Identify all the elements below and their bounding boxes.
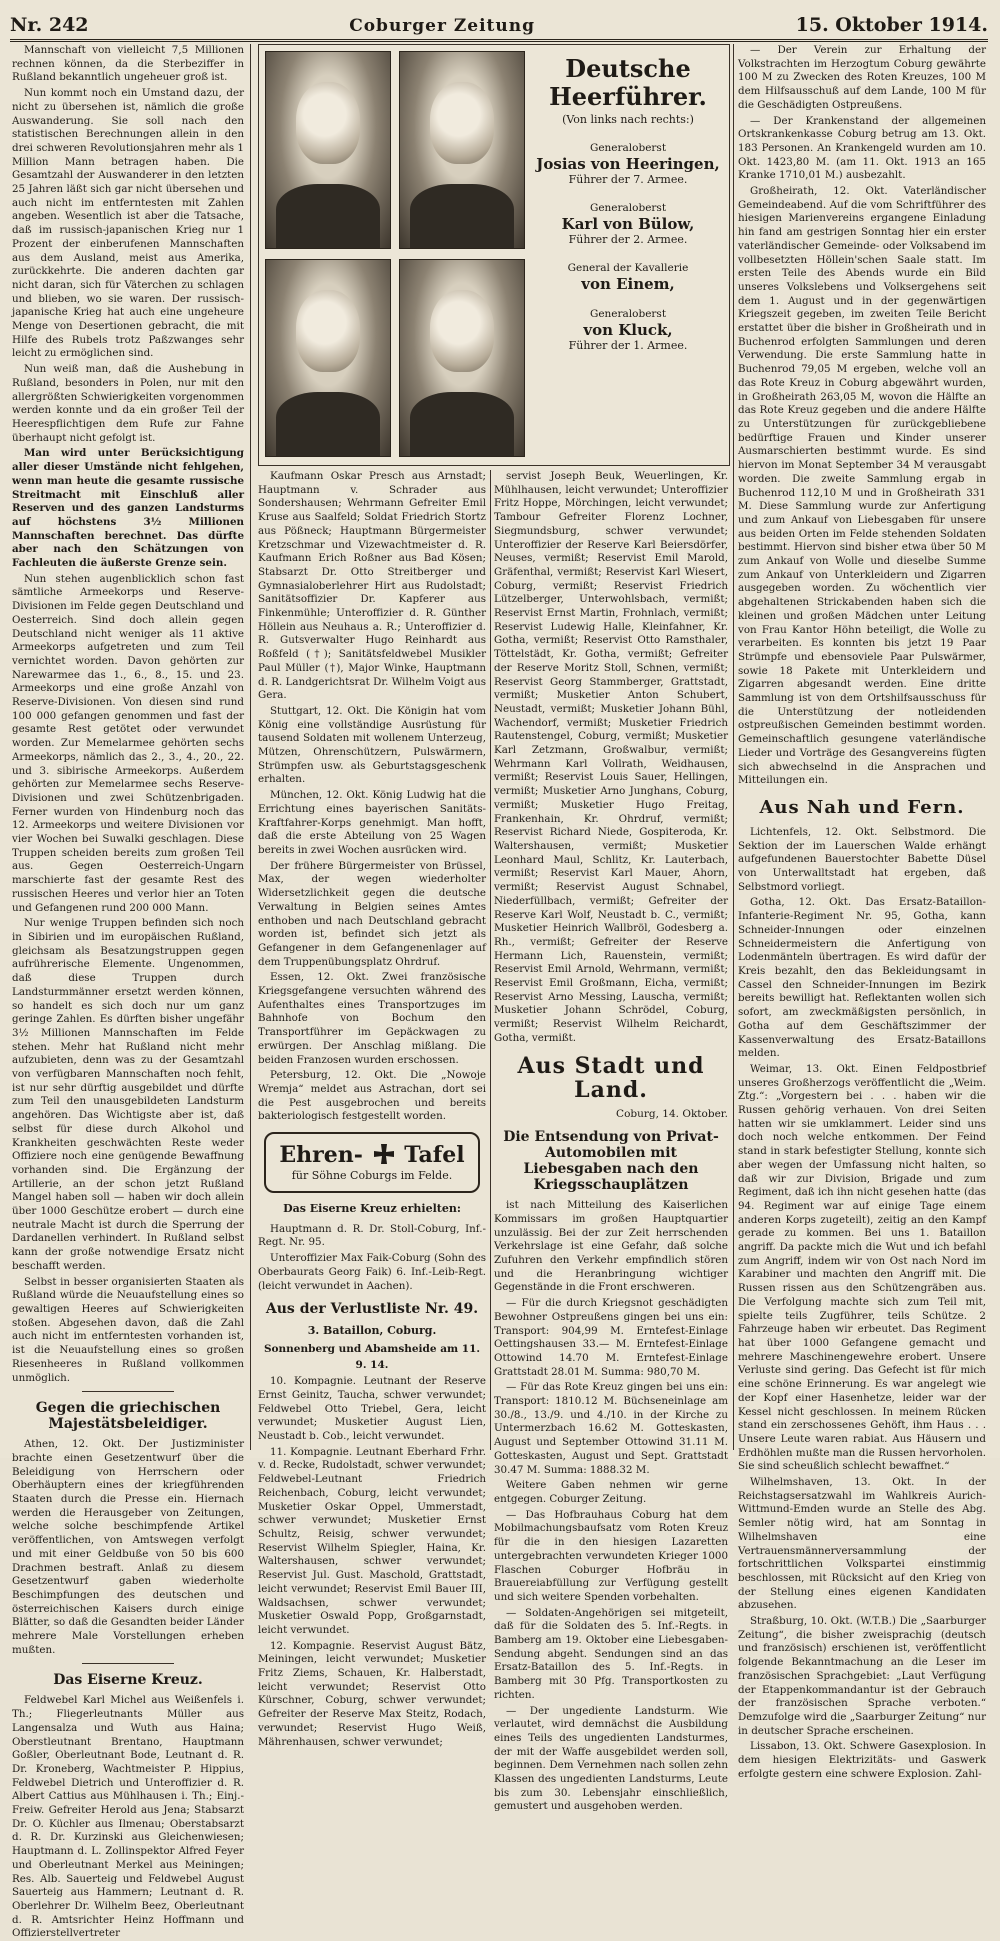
leader-name: Karl von Bülow, [561,215,695,233]
paragraph: Feldwebel Karl Michel aus Weißenfels i. Th.; Fliegerleutnants Müller aus Langensalza und Wuth aus Haina; Oberstleutnant Brentano, Hauptmann Goßler, Oberleutnant Bode, Leutnant d. R. Dr. Kroneberg, Wachtmeister P. Hippius, Feldwebel Dietrich und Unteroffizier d. R. Albert Cattius aus Mühlhausen i. Th.; Einj.-Freiw. Gefreiter Herold aus Jena; Stabsarzt Dr. O. Küchler aus Ilmenau; Oberstabsarzt d. R. Dr. Kurzinski aus Gleichenwiesen; Hauptmann d. L. Zollinspektor Alfred Feyer und Oberleutnant Merkel aus Meiningen; Res. Alb. Sauerteig und Feldwebel August Sauerteig aus Hammern; Leutnant d. R. Oberlehrer Dr. Wilhelm Beez, Oberleutnant d. R. Amtsrichter Heinz Hoffmann und Offizierstellvertreter [12,1694,244,1940]
portrait-photos [265,51,527,457]
headline: Aus Nah und Fern. [759,796,965,818]
paragraph: 10. Kompagnie. Leutnant der Reserve Ernst Geinitz, Taucha, schwer verwundet; Feldwebel Otto Triebel, Gera, leicht verwundet; Musketier August Lien, Neustadt b. Cob., leicht verwundet. [258,1375,486,1443]
honor-board [264,1132,480,1193]
column-1 [12,44,244,1940]
paragraph: 11. Kompagnie. Leutnant Eberhard Frhr. v. d. Recke, Rudolstadt, schwer verwundet; Feldwebel-Leutnant Friedrich Reichenbach, Coburg, leicht verwundet; Musketier Oskar Oppel, Ummerstadt, schwer verwundet; Musketier Ernst Schultz, Reisig, schwer verwundet; Reservist Wilhelm Spiegler, Haina, Kr. Waltershausen, schwer verwundet; Reservist Jul. Gust. Maschold, Grattstadt, leicht verwundet; Reservist Emil Bauer III, Waldsachsen, schwer verwundet; Musketier Oswald Popp, Großgarnstadt, leicht verwundet. [258,1445,486,1636]
portrait-title: Deutsche Heerführer. [549,54,707,111]
headline: Das Eiserne Kreuz. [53,1672,203,1689]
paragraph: — Der Krankenstand der allgemeinen Ortskrankenkasse Coburg betrug am 13. Okt. 183 Personen. An Krankengeld wurden am 10. Okt. 1423,80 M. (am 11. Okt. 1913 an 165 Kranke 1710,01 M.) ausbezahlt. [738,114,986,182]
honor-board-subtitle: für Söhne Coburgs im Felde. [291,1169,453,1183]
column-2 [258,470,486,1748]
headline: Aus der Verlustliste Nr. 49. [265,1301,479,1318]
column-rule [490,470,491,1450]
paragraph: Athen, 12. Okt. Der Justizminister brachte einen Gesetzentwurf über die Beleidigung von Herrschern oder Oberhäuptern eines der kriegführenden Staaten durch die Presse ein. Hiernach werden die Herausgeber von Zeitungen, welche solche beschimpfende Artikel veröffentlichen, von Amtswegen verfolgt und mit einer Geldbuße von 50 bis 600 Drachmen bestraft. Anlaß zu diesem Gesetzentwurf gaben wiederholte Beschimpfungen des deutschen und österreichischen Kaisers durch einige Blätter, so daß die Gesandten beider Länder mehrere Male Vorstellungen erheben mußten. [12,1438,244,1656]
paragraph: Weimar, 13. Okt. Einen Feldpostbrief unseres Großherzogs veröffentlicht die „Weim. Ztg.“: „Vorgestern bei . . . haben wir die Russen gehörig verhauen. Von drei Seiten hatten wir sie umklammert. Leider sind uns doch noch welche entkommen. Der Feind stand in stark befestigter Stellung, konnte sich aber wegen der Umfassung nicht halten, so daß wir zur Division, Brigade und zum Regiment, daß ich ihn nicht gesehen hatte (das 94. Regiment war auf einige Tage einem anderen Korps zugeteilt), zeitig an den Kampf gerade zu kommen. Bei uns 1. Bataillon angriff. Da packte mich die Wut und ich befahl zum Angriff, indem wir von Ost nach Nord im Karabiner und machten den Angriff mit. Die Russen rissen aus den Schützengräben aus. Die Verfolgung machte sich zum Teil mit, spielte teils Zugführer, teils Schütze. 2 Fahrzeuge haben wir erbeutet. Das Regiment hat über 1000 Gefangene gemacht und mehrere Maschinengewehre erobert. Unsere Verluste sind gering. Das Gefecht ist für mich eine schöne Erinnerung. Es war angelegt wie der Kopf einer Hasenhetze, leider war der Kessel nicht geschlossen. In meinem Rücken stand ein zerschossenes Gehöft, ihm Haus . . . Unsere Leute waren rabiat. Aus Häusern und Erdhöhlen mußte man die Russen hervorholen. Sie sind scheußlich schlecht bewaffnet.“ [738,1062,986,1473]
paragraph: Straßburg, 10. Okt. (W.T.B.) Die „Saarburger Zeitung“, die bisher zweisprachig (deutsch und französisch) erschienen ist, veröffentlicht folgende Bekanntmachung an die Leser im französischen Sprachgebiet: „Laut Verfügung der Etappenkommandantur ist der Gebrauch der französischen Sprache verboten.“ Demzufolge wird die „Saarburger Zeitung“ nur in deutscher Sprache erscheinen. [738,1615,986,1737]
paragraph: München, 12. Okt. König Ludwig hat die Errichtung eines bayerischen Sanitäts-Kraftfahrer-Korps genehmigt. Man hofft, daß die erste Abteilung von 25 Wagen bereits in zwei Wochen ausrücken wird. [258,789,486,856]
leader-role: Führer der 7. Armee. [568,173,688,186]
paragraph: Mannschaft von vielleicht 7,5 Millionen rechnen können, da die Sterbeziffer in Rußland bekanntlich ungeheuer groß ist. [12,44,244,84]
honor-board-title [272,1142,472,1169]
issue-date: 15. Oktober 1914. [795,14,988,36]
paragraph: — Das Hofbrauhaus Coburg hat dem Mobilmachungsbaufsatz vom Roten Kreuz für die in den hiesigen Lazaretten untergebrachten verwundeten Krieger 1000 Flaschen Coburger Hofbräu in Brauereiabfüllung zur Verfügung gestellt und sich weitere Spenden vorbehalten. [494,1508,728,1603]
leader-rank: Generaloberst [589,308,667,320]
newspaper-title: Coburger Zeitung [349,16,535,36]
paragraph: 12. Kompagnie. Reservist August Bätz, Meiningen, leicht verwundet; Musketier Fritz Ziems, Schauen, Kr. Halberstadt, leicht verwundet; Reservist Otto Kürschner, Coburg, schwer verwundet; Gefreiter der Reserve Max Steitz, Rodach, verwundet; Reservist Hugo Weiß, Mährenhausen, schwer verwundet; [258,1639,486,1748]
paragraph: — Der Verein zur Erhaltung der Volkstrachten im Herzogtum Coburg gewährte 100 M zu Zwecken des Roten Kreuzes, 100 M dem Hilfsausschuß auf dem Lande, 100 M für die Geschädigten Ostpreußens. [738,44,986,111]
paragraph: Hauptmann d. R. Dr. Stoll-Coburg, Inf.-Regt. Nr. 95. [258,1222,486,1249]
leaders-caption [535,55,721,353]
portrait-photo [399,51,525,249]
separator [82,1663,175,1664]
column-rule [250,44,251,1450]
subheading: 3. Bataillon, Coburg. [307,1324,437,1338]
dateline: Coburg, 14. Oktober. [616,1107,728,1120]
portrait-photo [265,51,391,249]
paragraph: Wilhelmshaven, 13. Okt. In der Reichstagsersatzwahl im Wahlkreis Aurich-Wittmund-Emden wurde an Stelle des Abg. Semler nötig wird, hat am Sonntag in Wilhelmshaven eine Vertrauensmännerversammlung der fortschrittlichen Volkspartei einstimmig beschlossen, mit Rücksicht auf den Krieg von der Stellung eines eigenen Kandidaten abzusehen. [738,1476,986,1612]
paragraph: Unteroffizier Max Faik-Coburg (Sohn des Oberbaurats Georg Faik) 6. Inf.-Leib-Regt. (leicht verwundet in Aachen). [258,1252,486,1292]
honor-intro: Das Eiserne Kreuz erhielten: [283,1201,461,1215]
paragraph: Selbst in besser organisierten Staaten als Rußland würde die Neuaufstellung eines so gewaltigen Heeres auf Schwierigkeiten stoßen. Abgesehen davon, daß die Zahl auch nicht im entferntesten vorhanden ist, ist die Neuaufstellung eines so großen Riesenheeres in Rußland vollkommen unmöglich. [12,1275,244,1384]
paragraph: Man wird unter Berücksichtigung aller dieser Umstände nicht fehlgehen, wenn man heute die gesamte russische Streitmacht mit Einschluß aller Reserven und des ganzen Landsturms auf höchstens 3½ Millionen Mannschaften berechnet. Das dürfte aber nach den Schätzungen von Fachleuten die äußerste Grenze sein. [12,447,244,570]
leader-rank: General der Kavallerie [567,262,689,274]
issue-number: Nr. 242 [10,14,89,36]
paragraph: Essen, 12. Okt. Zwei französische Kriegsgefangene versuchten während des Aufenthaltes eines Transportzuges im Bahnhofe von Bochum den Transportführer im Gepäckwagen zu erwürgen. Der Anschlag mißlang. Die beiden Franzosen wurden erschossen. [258,971,486,1066]
paragraph: — Für das Rote Kreuz gingen bei uns ein: Transport: 1810.12 M. Büchseneinlage am 30./8., 13./9. und 4./10. in der Kirche zu Untermerzbach 16.62 M. Gotteskasten, August und September Ottowind 31.11 M. Gotteskasten, August und Sept. Grattstadt 30.47 M. Summa: 1888.32 M. [494,1381,728,1476]
honor-board-title-right: Tafel [404,1142,465,1169]
paragraph: servist Joseph Beuk, Weuerlingen, Kr. Mühlhausen, leicht verwundet; Unteroffizier Fritz Hoppe, Mörchingen, leicht verwundet; Tambour Gefreiter Florenz Lochner, Siegmundsburg, schwer verwundet; Unteroffizier der Reserve Karl Beiersdörfer, Neuses, vermißt; Reservist Emil Marold, Gräfenthal, vermißt; Reservist Karl Wiesert, Coburg, vermißt; Reservist Friedrich Lützelberger, Unterwohlsbach, vermißt; Reservist Ernst Martin, Frohnlach, vermißt; Reservist Ludewig Halle, Kleinfahner, Kr. Gotha, vermißt; Reservist Otto Ramsthaler, Töttelstädt, Kr. Gotha, vermißt; Gefreiter der Reserve Moritz Stoll, Schnen, vermißt; Reservist Georg Stammberger, Grattstadt, vermißt; Musketier Anton Schubert, Neustadt, vermißt; Musketier Johann Bühl, Wachendorf, vermißt; Musketier Friedrich Rautenstengel, Coburg, vermißt; Musketier Karl Zetzmann, Großwalbur, vermißt; Wehrmann Karl Vollrath, Weidhausen, vermißt; Reservist Louis Sauer, Hellingen, vermißt; Musketier Arno Junghans, Coburg, vermißt; Musketier Hugo Freitag, Frankenhain, Kr. Ohrdruf, vermißt; Reservist Richard Niede, Gospiteroda, Kr. Waltershausen, vermißt; Musketier Leonhard Maul, Schlitz, Kr. Lauterbach, vermißt; Reservist Karl Mauer, Ahorn, vermißt; Reservist August Schnabel, Niederfüllbach, vermißt; Gefreiter der Reserve Karl Wolf, Neustadt b. C., vermißt; Musketier Heinrich Wallbröl, Godesberg a. Rh., vermißt; Gefreiter der Reserve Hermann Lich, Rauenstein, vermißt; Reservist Emil Arnold, Wehrmann, vermißt; Reservist Emil Großmann, Eicha, vermißt; Reservist Arno Messing, Lauscha, vermißt; Musketier Johann Schrödel, Coburg, vermißt; Reservist Wilhelm Reichardt, Gotha, vermißt. [494,470,728,1044]
paragraph: Nun kommt noch ein Umstand dazu, der nicht zu übersehen ist, nämlich die große Auswanderung. Sie soll nach den statistischen Berechnungen allein in den drei schweren Revolutionsjahren mehr als 1 Million Mann betragen haben. Die Gesamtzahl der Auswanderer in den letzten 25 Jahren läßt sich gar nicht übersehen und auch nicht im entferntesten mit Zahlen angeben. Wesentlich ist aber die Tatsache, daß im russisch-japanischen Krieg nur 1 Prozent der einberufenen Mannschaften aus dem Ausland, meist aus Amerika, zurückkehrte. Die anderen dachten gar nicht daran, sich für Väterchen zu schlagen und blieben, wo sie waren. Der russisch-japanische Krieg hat auch eine ungeheure Menge von Desertionen gebracht, die mit Hilfe des Rubels trotz Paßzwanges sehr leicht zu ermöglichen sind. [12,87,244,360]
separator [82,1391,175,1392]
portrait-photo [399,259,525,457]
paragraph: Gotha, 12. Okt. Das Ersatz-Bataillon-Infanterie-Regiment Nr. 95, Gotha, kann Schneider-Innungen oder einzelnen Schneidermeistern die Anfertigung von Lodenmänteln übertragen. Es wird dafür der Kreis bezahlt, den das Bekleidungsamt in Cassel den Schneider-Innungen im Bezirk bereits bewilligt hat. Reflektanten wollen sich sofort, am zweckmäßigsten persönlich, in Gotha auf dem Geschäftszimmer der Kassenverwaltung des Ersatz-Bataillons melden. [738,896,986,1060]
paragraph: Petersburg, 12. Okt. Die „Nowoje Wremja“ meldet aus Astrachan, dort sei die Pest ausgebrochen und bereits bakteriologisch festgestellt worden. [258,1069,486,1123]
paragraph: — Soldaten-Angehörigen sei mitgeteilt, daß für die Soldaten des 5. Inf.-Regts. in Bamberg am 19. Oktober eine Liebesgaben-Sendung abgeht. Sendungen sind an das Ersatz-Bataillon des 5. Inf.-Regts. in Bamberg mit 30 Pfg. Transportkosten zu richten. [494,1606,728,1701]
headline: Aus Stadt und Land. [517,1052,705,1103]
headline: Gegen die griechischen Majestätsbeleidiger. [35,1400,221,1433]
leader-name: Josias von Heeringen, [536,155,720,173]
paragraph: Nun weiß man, daß die Aushebung in Rußland, besonders in Polen, nur mit den allergrößten Schwierigkeiten vorgenommen werden konnte und da ein großer Teil der Heerespflichtigen dem Rufe zur Fahne überhaupt nicht gefolgt ist. [12,363,244,444]
paragraph: Der frühere Bürgermeister von Brüssel, Max, der wegen wiederholter Widersetzlichkeit gegen die deutsche Verwaltung in Belgien seines Amtes enthoben und nach Deutschland gebracht worden ist, befindet sich jetzt als Gefangener in dem Gefangenenlager auf dem Truppenübungsplatz Ohrdruf. [258,859,486,968]
portrait-panel [258,44,730,466]
iron-cross-icon [371,1143,397,1169]
leader-name: von Einem, [581,275,675,293]
paragraph: Kaufmann Oskar Presch aus Arnstadt; Hauptmann v. Schrader aus Sondershausen; Wehrmann Gefreiter Emil Kruse aus Saalfeld; Soldat Friedrich Stortz aus Pößneck; Hauptmann Bürgermeister Kretzschmar und Vizewachtmeister d. R. Kaufmann Erich Roßner aus Bad Kösen; Stabsarzt Dr. Otto Streitberger und Gymnasialoberlehrer Hirt aus Rudolstadt; Sanitätsoffizier Dr. Kapferer aus Finkenmühle; Unteroffizier d. R. Günther Höllein aus Neuhaus a. R.; Unteroffizier d. R. Gutsverwalter Hugo Reinhardt aus Roßfeld (†); Sanitätsfeldwebel Musikler Paul Müller (†), Major Winke, Hauptmann d. R. Landgerichtsrat Dr. Wilhelm Voigt aus Gera. [258,470,486,702]
leader-role: Führer der 2. Armee. [568,233,688,246]
leader-name: von Kluck, [583,321,673,339]
portrait-photo [265,259,391,457]
paragraph: ist nach Mitteilung des Kaiserlichen Kommissars im großen Hauptquartier unzulässig. Bei der zur Zeit herrschenden Verkehrslage ist eine Gefahr, daß solche Zufuhren den Verkehr empfindlich stören und die Heranbringung wichtiger Gegenstände in die Front erschweren. [494,1199,728,1294]
paragraph: Lichtenfels, 12. Okt. Selbstmord. Die Sektion der im Lauerschen Walde erhängt aufgefundenen Bauerstochter Babette Düsel von Unterwalltstadt hat ergeben, daß Selbstmord vorliegt. [738,825,986,893]
paragraph: Weitere Gaben nehmen wir gerne entgegen. Coburger Zeitung. [494,1479,728,1505]
paragraph: — Der ungediente Landsturm. Wie verlautet, wird demnächst die Ausbildung eines Teils des ungedienten Landsturmes, der mit der Waffe ausgebildet werden soll, beginnen. Dem Vernehmen nach sollen zehn Klassen des ungedienten Landsturms, Leute bis zum 30. Lebensjahr einschließlich, gemustert und ausgehoben werden. [494,1704,728,1813]
paragraph: Nun stehen augenblicklich schon fast sämtliche Armeekorps und Reserve-Divisionen im Felde gegen Deutschland und Oesterreich. Sind doch allein gegen Deutschland nicht weniger als 11 aktive Armeekorps aufgetreten und zum Teil vernichtet worden. Davon gehörten zur Narewarmee das 1., 6., 8., 15. und 23. Armeekorps und eine große Anzahl von Reserve-Divisionen. Von diesen sind rund 100 000 gefangen genommen und fast der gesamte Rest getötet oder verwundet worden. Zur Memelarmee gehörten sechs Armeekorps, nämlich das 2., 3., 4., 20., 22. und 3. sibirische Armeekorps. Außerdem gehörten zur Memelarmee sechs Reserve-Divisionen und zwei Schützenbrigaden. Ferner wurden von Hindenburg noch das 12. Armeekorps und weitere Divisionen vor vier Wochen bei Suwalki geschlagen. Diese Truppen scheiden bereits zum großen Teil aus. Gegen Oesterreich-Ungarn marschierte fast der gesamte Rest des russischen Heeres und verlor hier an Toten und Gefangenen rund 200 000 Mann. [12,572,244,914]
subheading: Sonnenberg und Abamsheide am 11. 9. 14. [263,1343,481,1372]
paragraph: Stuttgart, 12. Okt. Die Königin hat vom König eine vollständige Ausrüstung für tausend Soldaten mit wollenem Unterzeug, Mützen, Ohrenschützern, Pulswärmern, Strümpfen usw. als Geburtstagsgeschenk erhalten. [258,704,486,786]
honor-board-title-left: Ehren- [279,1142,363,1169]
column-4 [738,44,986,1780]
paragraph: Lissabon, 13. Okt. Schwere Gasexplosion. In dem hiesigen Elektrizitäts- und Gaswerk erfolgte gestern eine schwere Explosion. Zahl- [738,1740,986,1780]
column-3 [494,470,728,1813]
masthead [10,6,988,42]
subheading: Die Entsendung von Privat-Automobilen mit Liebesgaben nach den Kriegsschauplätzen [503,1129,719,1194]
leader-rank: Generaloberst [589,202,667,214]
paragraph: — Für die durch Kriegsnot geschädigten Bewohner Ostpreußens gingen bei uns ein: Transport: 904,99 M. Erntefest-Einlage Oettingshausen 33.— M. Erntefest-Einlage Ottowind 14.70 M. Erntefest-Einlage Grattstadt 28.01 M. Summa: 980,70 M. [494,1297,728,1378]
paragraph: Großheirath, 12. Okt. Vaterländischer Gemeindeabend. Auf die vom Schriftführer des hiesigen Marienvereins ergangene Einladung hin fand am gestrigen Sonntag hier ein erster vaterländischer Gemeinde- oder Volksabend im vollbesetzten Höllein'schen Saale statt. Im ersten Teile des Abends wurde ein Bild unseres Volkslebens und Volksergehens seit dem 1. August und in der gegenwärtigen Kriegszeit gegeben, im zweiten Teile Bericht erstattet über die bisher in Großheirath und in Buchenrod erfolgten Sammlungen und deren Verwendung. Die erste Sammlung hatte in Buchenrod 79,05 M ergeben, welche voll an das Rote Kreuz in Coburg abgewährt wurden, in Großheirath 263,05 M, wovon die Hälfte an das Rote Kreuz gegeben und die andere Hälfte zu Unterstützungen für zurückgebliebene bedürftige Frauen und Kinder unserer Ausmarschierten bestimmt wurde. Es sind hiervon im Monat September 34 M verausgabt worden. Die zweite Sammlung ergab in Buchenrod 112,10 M und in Großheirath 331 M. Diese Sammlung wurde zur Anfertigung und zum Ankauf von Liebesgaben für unsere aus beiden Orten im Felde stehenden Soldaten bestimmt. Hiervon sind bisher etwa über 50 M zum Ankauf von Wolle und dieselbe Summe zum Ankauf von Unterkleidern und Zigarren ausgegeben worden. Zu wöchentlich vier abgehaltenen Strickabenden haben sich die kleinen und großen Mädchen unter Leitung von Frau Kantor Höhn beteiligt, die Wolle zu verarbeiten. Es konnten bis jetzt 19 Paar Strümpfe und ebensoviele Paar Pulswärmer, sowie 18 Pakete mit Unterkleidern und Zigarren abgesandt werden. Eine dritte Sammlung ist von dem Ortshilfsausschuss für die Unterstützung der notleidenden ostpreußischen Gemeinden bestimmt worden. Gemeinschaftlich gesungene vaterländische Lieder und Vorträge des Gesangvereins fügten sich abwechselnd in die Ansprachen und Mitteilungen ein. [738,185,986,787]
leader-role: Führer der 1. Armee. [568,339,688,352]
paragraph: Nur wenige Truppen befinden sich noch in Sibirien und im europäischen Rußland, gleichsam als Besatzungstruppen gegen aufrührerische Elemente. Ungenommen, daß diese Truppen durch Landsturmmänner ersetzt werden können, so handelt es sich doch nur um ganz geringe Zahlen. Es dürften bisher ungefähr 3½ Millionen Mannschaften im Felde stehen. Mehr hat Rußland nicht mehr aufzubieten, denn was zu der Gesamtzahl von verfügbaren Mannschaften noch fehlt, ist nur sehr dürftig ausgebildet und dürfte zum Teil den unausgebildeten Landsturm angehören. Das Wichtigste aber ist, daß selbst für diese durch Alkohol und Krankheiten geschwächten Reste weder Offiziere noch eine genügende Bewaffnung vorhanden sind. Die Ergänzung der Artillerie, an der schon jetzt Rußland Mangel haben soll — haben wir doch allein über 1000 Geschütze erobert — durch eine neutrale Macht ist durch die Sperrung der Dardanellen verhindert. In Rußland selbst kann der große notwendige Ersatz nicht beschafft werden. [12,917,244,1272]
portrait-subtitle: (Von links nach rechts:) [562,113,694,126]
leader-rank: Generaloberst [589,142,667,154]
column-rule [733,44,734,1450]
